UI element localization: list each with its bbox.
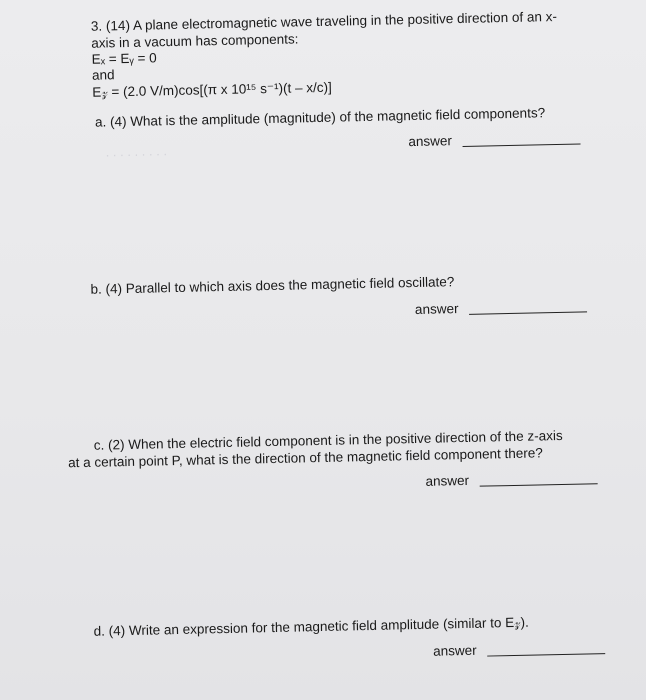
and-text: and <box>91 67 115 83</box>
bleed-through-text: . . . . . . . . . <box>105 143 168 160</box>
problem-header-line2: axis in a vacuum has components: <box>91 31 299 51</box>
part-b-question: b. (4) Parallel to which axis does the magnetic field oscillate? <box>90 274 455 297</box>
part-b-answer-label: answer <box>414 301 459 317</box>
part-d-question: d. (4) Write an expression for the magnetic field amplitude (similar to E𝓏). <box>93 614 529 639</box>
part-c-answer[interactable] <box>425 470 597 490</box>
equation-ez: E𝓏 = (2.0 V/m)cos[(π x 10¹⁵ s⁻¹)(t – x/c)] <box>92 79 332 100</box>
part-b-answer[interactable] <box>415 298 587 318</box>
part-d-answer-label: answer <box>432 642 477 659</box>
problem-header-line1: 3. (14) A plane electromagnetic wave traveling in the positive direction of an x- <box>90 8 558 34</box>
part-a-question: a. (4) What is the amplitude (magnitude) of the magnetic field components? <box>94 105 546 130</box>
part-a-answer-label: answer <box>408 133 453 150</box>
part-a-answer[interactable] <box>408 131 580 151</box>
part-b-answer-blank[interactable] <box>469 310 587 314</box>
part-d-answer-blank[interactable] <box>487 652 605 656</box>
part-a-answer-blank[interactable] <box>462 143 580 147</box>
part-c-answer-label: answer <box>425 472 470 489</box>
part-c-question-line2: at a certain point P, what is the direction of the magnetic field component there? <box>67 445 543 471</box>
part-c-answer-blank[interactable] <box>479 482 597 486</box>
equation-ex-ey: Eₓ = Eᵧ = 0 <box>91 50 157 67</box>
part-d-answer[interactable] <box>433 640 605 660</box>
part-c-question-line1: c. (2) When the electric field component is in the positive direction of the z-axis <box>93 427 563 453</box>
